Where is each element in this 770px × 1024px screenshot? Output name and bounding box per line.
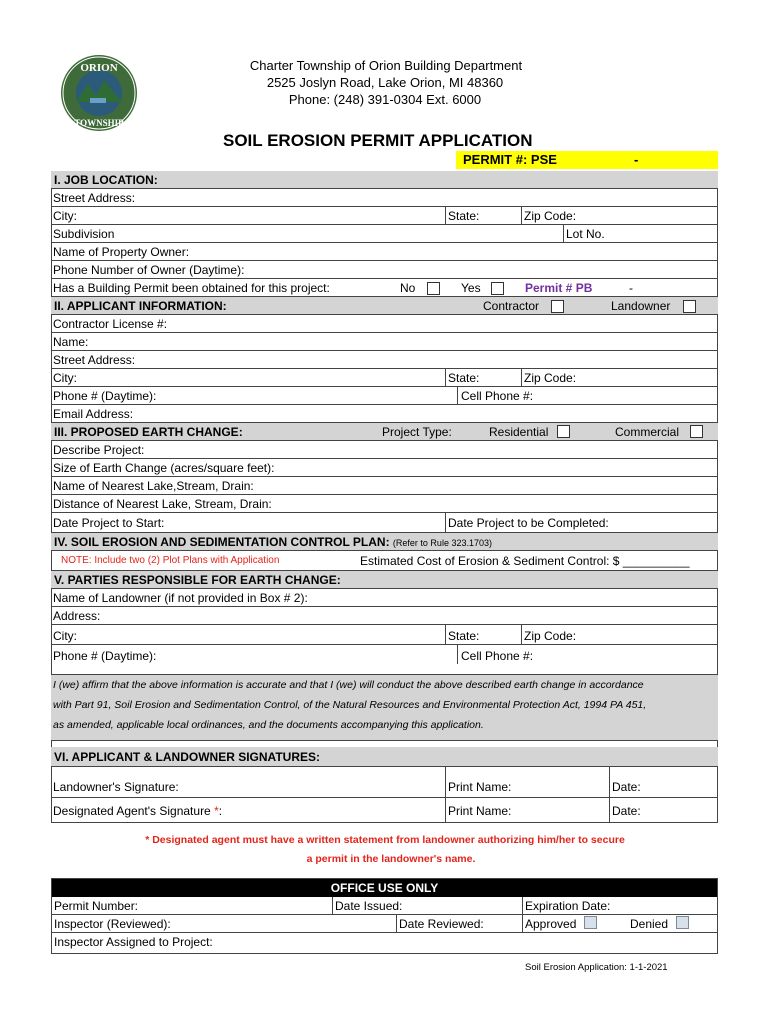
header-line-2: 2525 Joslyn Road, Lake Orion, MI 48360	[266, 75, 504, 90]
job-subdivision-row[interactable]: Subdivision Lot No.	[51, 225, 718, 243]
permit-number-field[interactable]	[456, 151, 718, 169]
office-row-3[interactable]: Inspector Assigned to Project:	[54, 935, 213, 949]
landowner-signature-row[interactable]: Landowner's Signature: Print Name: Date:	[51, 767, 718, 798]
agent-signature-row[interactable]: Designated Agent's Signature *: Print Name: Date:	[51, 798, 718, 823]
landowner-name-row[interactable]: Name of Landowner (if not provided in Box # 2):	[51, 589, 718, 607]
section-6-heading: VI. APPLICANT & LANDOWNER SIGNATURES:	[51, 747, 718, 767]
logo-bottom-text: TOWNSHIP	[74, 118, 124, 128]
footnote-line-2: a permit in the landowner's name.	[306, 853, 476, 865]
footnote-line-1: * Designated agent must have a written statement from landowner authorizing him/her to secure	[145, 834, 625, 846]
landowner-city-row[interactable]: City: State: Zip Code:	[51, 625, 718, 645]
describe-row[interactable]: Describe Project:	[51, 441, 718, 459]
license-row[interactable]: Contractor License #:	[51, 315, 718, 333]
lake-distance-row[interactable]: Distance of Nearest Lake, Stream, Drain:	[51, 495, 718, 513]
section-5-heading: V. PARTIES RESPONSIBLE FOR EARTH CHANGE:	[51, 571, 718, 589]
lake-name-row[interactable]: Name of Nearest Lake,Stream, Drain:	[51, 477, 718, 495]
section-4-heading: IV. SOIL EROSION AND SEDIMENTATION CONTROL PLAN: (Refer to Rule 323.1703)	[51, 533, 718, 551]
header-line-1: Charter Township of Orion Building Department	[249, 58, 523, 73]
job-street-row[interactable]: Street Address:	[51, 189, 718, 207]
residential-checkbox[interactable]	[557, 425, 570, 438]
applicant-email-row[interactable]: Email Address:	[51, 405, 718, 423]
section-1-heading: I. JOB LOCATION:	[51, 171, 718, 189]
applicant-city-row[interactable]: City: State: Zip Code:	[51, 369, 718, 387]
no-label: No	[400, 281, 416, 295]
contractor-checkbox[interactable]	[551, 300, 564, 313]
applicant-name-row[interactable]: Name:	[51, 333, 718, 351]
logo-top-text: ORION	[80, 62, 118, 74]
office-row-2[interactable]: Inspector (Reviewed): Date Reviewed: Approved Denied	[52, 915, 717, 933]
pb-permit-label: Permit # PB	[525, 281, 593, 295]
dates-row[interactable]: Date Project to Start: Date Project to be Completed:	[51, 513, 718, 533]
landowner-address-row[interactable]: Address:	[51, 607, 718, 625]
commercial-checkbox[interactable]	[690, 425, 703, 438]
section-3-heading: III. PROPOSED EARTH CHANGE: Project Type: Residential Commercial	[51, 423, 718, 441]
owner-name-row[interactable]: Name of Property Owner:	[51, 243, 718, 261]
office-row-1[interactable]: Permit Number: Date Issued: Expiration Date:	[52, 897, 717, 915]
footer-version: Soil Erosion Application: 1-1-2021	[525, 962, 668, 973]
landowner-phone-row[interactable]: Phone # (Daytime): Cell Phone #:	[51, 645, 718, 675]
affirmation-block: I (we) affirm that the above information is accurate and that I (we) will conduct the above described earth change in accordance with Part 91, Soil Erosion and Sedimentation Control, of the Natural Resources and Environmental Protection Act, 1994 PA 451, as amended, applicable local ordinances, and the documents accompanying this application.	[51, 675, 718, 741]
office-heading: OFFICE USE ONLY	[52, 879, 717, 897]
applicant-phone-row[interactable]: Phone # (Daytime): Cell Phone #:	[51, 387, 718, 405]
building-permit-row: Has a Building Permit been obtained for this project: No Yes Permit # PB -	[51, 279, 718, 297]
header-line-3: Phone: (248) 391-0304 Ext. 6000	[288, 92, 482, 107]
office-use-table	[51, 878, 718, 954]
no-checkbox[interactable]	[427, 282, 440, 295]
permit-number-label: PERMIT #: PSE	[463, 152, 557, 167]
job-city-row[interactable]: City: State: Zip Code:	[51, 207, 718, 225]
approved-checkbox[interactable]	[584, 916, 597, 929]
page-title: SOIL EROSION PERMIT APPLICATION	[223, 131, 533, 150]
applicant-street-row[interactable]: Street Address:	[51, 351, 718, 369]
size-row[interactable]: Size of Earth Change (acres/square feet):	[51, 459, 718, 477]
landowner-checkbox[interactable]	[683, 300, 696, 313]
yes-checkbox[interactable]	[491, 282, 504, 295]
section-2-heading: II. APPLICANT INFORMATION: Contractor Landowner	[51, 297, 718, 315]
denied-checkbox[interactable]	[676, 916, 689, 929]
yes-label: Yes	[461, 281, 481, 295]
plan-row: NOTE: Include two (2) Plot Plans with Application Estimated Cost of Erosion & Sediment Control: $ __________	[51, 551, 718, 571]
owner-phone-row[interactable]: Phone Number of Owner (Daytime):	[51, 261, 718, 279]
permit-number-dash: -	[634, 152, 639, 167]
